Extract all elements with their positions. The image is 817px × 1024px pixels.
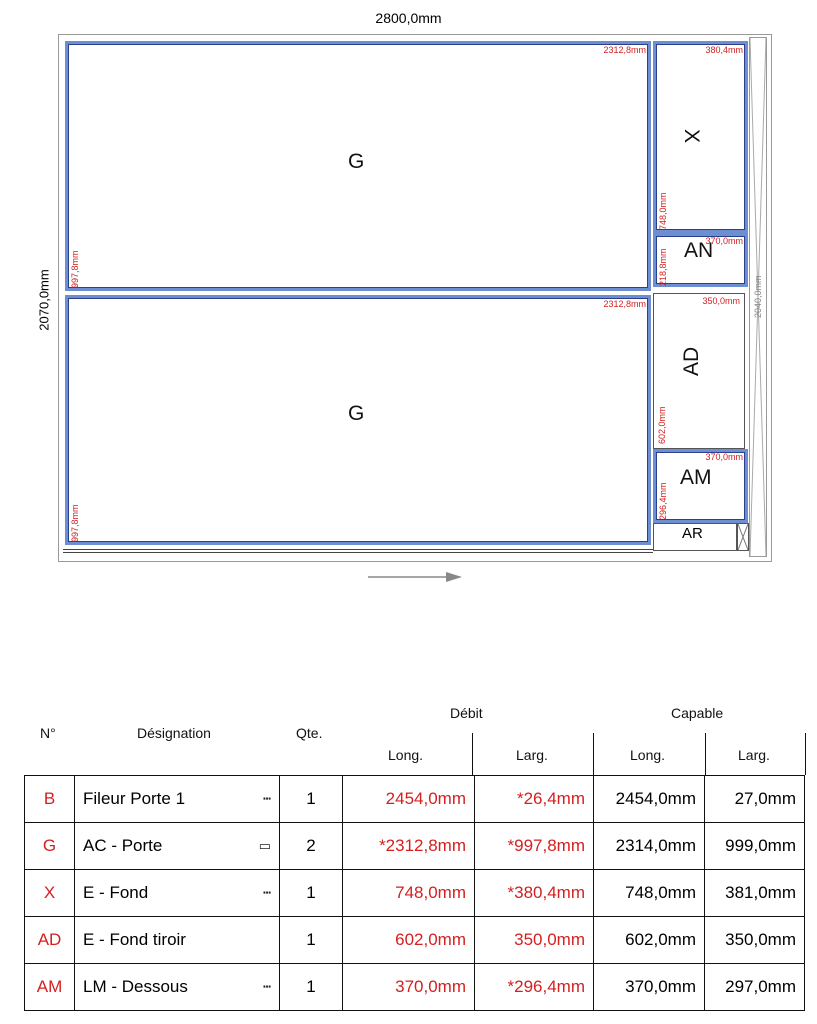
designation-cell — [75, 917, 280, 964]
header-designation: Désignation — [137, 725, 211, 741]
debit-width: *296,4mm — [475, 964, 594, 1011]
header-capable: Capable — [671, 705, 724, 721]
panel-g-top-id: G — [348, 150, 365, 173]
panel-x[interactable] — [653, 41, 748, 233]
table-row[interactable] — [25, 823, 805, 870]
header-divider — [805, 733, 806, 775]
debit-width: *26,4mm — [475, 776, 594, 823]
debit-width: *380,4mm — [475, 870, 594, 917]
header-number: N° — [40, 725, 56, 741]
quantity: 1 — [280, 964, 343, 1011]
panel-ad[interactable] — [653, 293, 745, 449]
designation-cell — [75, 870, 280, 917]
header-qte: Qte. — [296, 725, 323, 741]
grain-icon: ┅ — [263, 885, 271, 900]
strip-line — [63, 552, 653, 553]
debit-length: *2312,8mm — [343, 823, 475, 870]
debit-length: 748,0mm — [343, 870, 475, 917]
capable-length: 2454,0mm — [594, 776, 705, 823]
piece-id: AD — [25, 917, 75, 964]
capable-length: 602,0mm — [594, 917, 705, 964]
quantity: 1 — [280, 776, 343, 823]
designation-text: E - Fond — [83, 883, 149, 902]
panel-icon: ▭ — [258, 838, 271, 853]
capable-width: 297,0mm — [705, 964, 805, 1011]
designation-cell — [75, 823, 280, 870]
quantity: 2 — [280, 823, 343, 870]
panel-am-width: 296,4mm — [658, 482, 668, 520]
designation-text: E - Fond tiroir — [83, 930, 186, 949]
panel-g-bottom[interactable] — [65, 295, 651, 545]
capable-width: 381,0mm — [705, 870, 805, 917]
panel-an-length: 370,0mm — [705, 236, 743, 246]
table-row[interactable] — [25, 964, 805, 1011]
strip-line — [63, 549, 653, 550]
panel-g-top-length: 2312,8mm — [603, 45, 646, 55]
header-capable-long: Long. — [630, 747, 666, 763]
debit-width: 350,0mm — [475, 917, 594, 964]
piece-id: AM — [25, 964, 75, 1011]
panel-g-bottom-length: 2312,8mm — [603, 299, 646, 309]
panel-ad-length: 350,0mm — [702, 296, 740, 306]
sheet-height-label: 2070,0mm — [36, 269, 52, 331]
capable-width: 350,0mm — [705, 917, 805, 964]
piece-id: B — [25, 776, 75, 823]
table-row[interactable] — [25, 870, 805, 917]
capable-length: 748,0mm — [594, 870, 705, 917]
panel-ar[interactable] — [653, 523, 737, 551]
designation-cell — [75, 776, 280, 823]
panel-g-top-width: 997,8mm — [70, 250, 80, 288]
piece-id: G — [25, 823, 75, 870]
quantity: 1 — [280, 870, 343, 917]
panel-g-top[interactable] — [65, 41, 651, 291]
panel-ad-width: 602,0mm — [657, 406, 667, 444]
table-row[interactable] — [25, 776, 805, 823]
panel-x-id: X — [680, 128, 704, 144]
panel-an-width: 218,8mm — [658, 248, 668, 286]
capable-width: 999,0mm — [705, 823, 805, 870]
debit-length: 602,0mm — [343, 917, 475, 964]
strip-length: 2040,0mm — [753, 275, 763, 318]
panel-g-bottom-id: G — [348, 402, 365, 425]
designation-text: Fileur Porte 1 — [83, 789, 186, 808]
waste-cell — [737, 523, 749, 551]
cutting-sheet — [58, 34, 772, 562]
panel-an-id: AN — [684, 239, 714, 262]
panel-am-length: 370,0mm — [705, 452, 743, 462]
grain-icon: ┅ — [263, 791, 271, 806]
sheet-width-label: 2800,0mm — [375, 10, 442, 26]
panel-g-bottom-width: 997,8mm — [70, 504, 80, 542]
debit-length: 370,0mm — [343, 964, 475, 1011]
header-debit-long: Long. — [388, 747, 424, 763]
header-debit-larg: Larg. — [516, 747, 548, 763]
header-divider — [593, 733, 594, 775]
panel-x-length: 380,4mm — [705, 45, 743, 55]
grain-icon: ┅ — [263, 979, 271, 994]
panel-am-id: AM — [680, 466, 712, 489]
piece-id: X — [25, 870, 75, 917]
panel-an[interactable] — [653, 233, 748, 287]
designation-text: LM - Dessous — [83, 977, 188, 996]
capable-length: 2314,0mm — [594, 823, 705, 870]
debit-length: 2454,0mm — [343, 776, 475, 823]
debit-width: *997,8mm — [475, 823, 594, 870]
right-strip — [749, 37, 767, 557]
panel-x-width: 748,0mm — [658, 192, 668, 230]
panel-am[interactable] — [653, 449, 748, 523]
panel-ar-id: AR — [682, 525, 703, 542]
quantity: 1 — [280, 917, 343, 964]
header-divider — [705, 733, 706, 775]
cut-list-table — [24, 775, 805, 1011]
capable-width: 27,0mm — [705, 776, 805, 823]
designation-cell — [75, 964, 280, 1011]
grain-direction-arrow — [368, 570, 462, 584]
panel-ad-id: AD — [680, 346, 703, 376]
header-capable-larg: Larg. — [738, 747, 770, 763]
table-row[interactable] — [25, 917, 805, 964]
header-divider — [472, 733, 473, 775]
header-debit: Débit — [450, 705, 483, 721]
capable-length: 370,0mm — [594, 964, 705, 1011]
designation-text: AC - Porte — [83, 836, 163, 855]
